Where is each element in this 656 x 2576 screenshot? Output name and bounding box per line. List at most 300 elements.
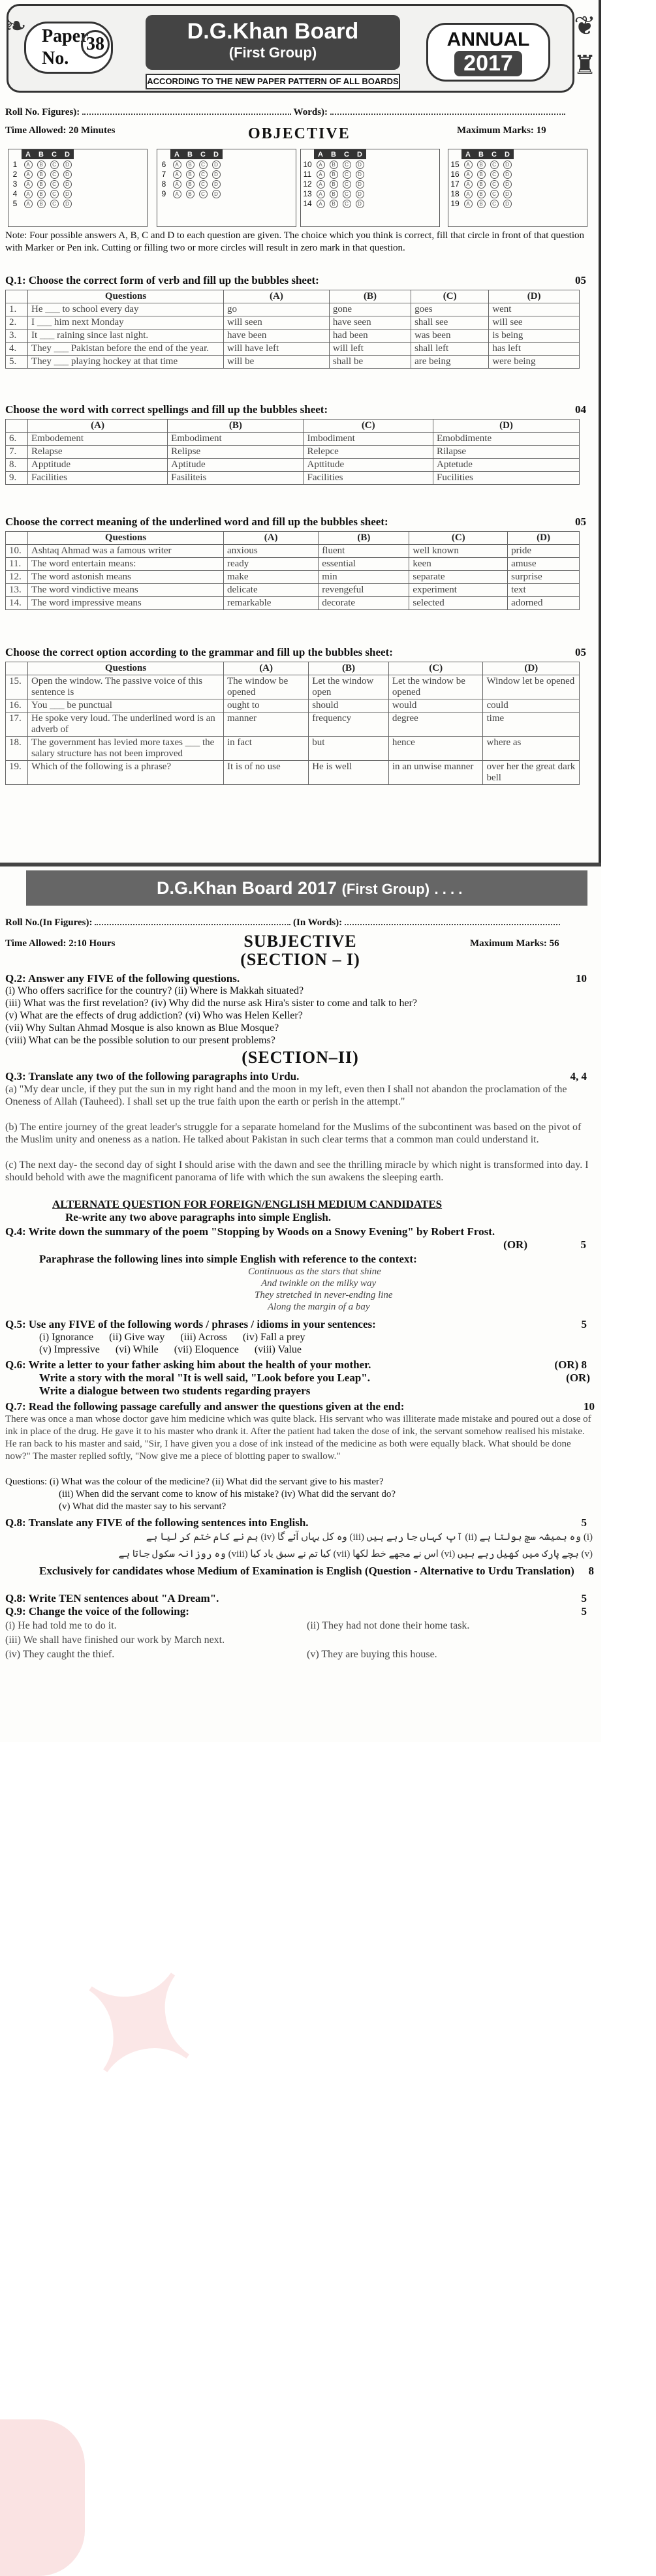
answer-bubble[interactable]: C bbox=[490, 200, 499, 208]
table-cell: had been bbox=[329, 330, 411, 343]
answer-bubble[interactable]: C bbox=[343, 170, 351, 179]
corner-ornament-icon: ❧ bbox=[5, 11, 27, 40]
table-row bbox=[6, 675, 580, 699]
subjective-title: SUBJECTIVE bbox=[243, 932, 357, 951]
bubble-question-number: 5 bbox=[12, 198, 18, 208]
answer-bubble[interactable]: C bbox=[490, 190, 499, 198]
column-header: (C) bbox=[409, 532, 508, 545]
answer-bubble[interactable]: C bbox=[199, 190, 208, 198]
urdu-sentences-row2: (v) بچے پارک میں کھیل رہے ہیں (vi) اس نے مجھے خط لکھا (vii) کیا تم نے سبق یاد کیا (viii) وہ روزانہ سکول جاتا ہے bbox=[118, 1549, 593, 1559]
q7-questions-row3: (v) What did the master say to his servant? bbox=[59, 1501, 226, 1512]
bubble-question-number: 18 bbox=[450, 189, 460, 198]
bubble-question-number: 7 bbox=[161, 169, 166, 179]
answer-bubble[interactable]: A bbox=[464, 170, 473, 179]
table-cell: text bbox=[508, 584, 580, 597]
bubble-letter-header: D bbox=[61, 149, 74, 159]
answer-bubble[interactable]: C bbox=[343, 180, 351, 189]
table-cell: were being bbox=[489, 356, 580, 369]
answer-bubble[interactable]: C bbox=[50, 190, 59, 198]
table-row bbox=[6, 343, 580, 356]
answer-bubble[interactable]: B bbox=[477, 190, 486, 198]
bubble-letter-header: B bbox=[35, 149, 48, 159]
answer-bubble[interactable]: A bbox=[173, 161, 181, 169]
section-1-title: (SECTION – I) bbox=[240, 950, 360, 969]
answer-bubble[interactable]: B bbox=[186, 161, 195, 169]
answer-bubble[interactable]: D bbox=[356, 161, 364, 169]
bubble-question-number: 3 bbox=[12, 179, 18, 189]
q7-passage: There was once a man whose doctor gave him medicine which was quite black. His servant who was illiterate made mistake and poured out a dose of ink in place of the drug. He gave it to his master who drank it. After the patient had taken the dose of ink, the servant somehow realised his mistake. He ran back to his master and said, "Sir, I have given you a dose of ink instead of the medicine as both were equally black. What should be done now?" The master replied softly, "Now give me a piece of blotting paper to swallow." bbox=[5, 1414, 591, 1462]
bubble-question-number: 4 bbox=[12, 189, 18, 198]
table-cell: experiment bbox=[409, 584, 508, 597]
subjective-band bbox=[26, 870, 587, 906]
table-cell: selected bbox=[409, 597, 508, 610]
row-number: 1. bbox=[6, 303, 28, 316]
roll-words-blank[interactable] bbox=[330, 107, 565, 115]
table-cell: Fasiliteis bbox=[168, 472, 304, 485]
answer-bubble[interactable]: C bbox=[50, 200, 59, 208]
table-cell: would bbox=[388, 699, 483, 713]
answer-bubble[interactable]: C bbox=[199, 161, 208, 169]
answer-bubble[interactable]: D bbox=[356, 190, 364, 198]
row-number: 14. bbox=[6, 597, 28, 610]
bubble-question-number: 16 bbox=[450, 169, 460, 179]
answer-bubble[interactable]: B bbox=[330, 200, 338, 208]
band-dots: . . . . bbox=[434, 881, 463, 897]
column-header: (B) bbox=[319, 532, 409, 545]
answer-bubble[interactable]: A bbox=[317, 190, 325, 198]
table-cell: could bbox=[483, 699, 580, 713]
answer-bubble[interactable]: D bbox=[63, 161, 72, 169]
table-cell: gone bbox=[329, 303, 411, 316]
table-cell: He ___ to school every day bbox=[28, 303, 224, 316]
no-word: No. bbox=[42, 48, 69, 69]
subj-words-blank[interactable] bbox=[345, 917, 560, 925]
answer-bubble[interactable]: C bbox=[343, 161, 351, 169]
q9-text: Q.9: Change the voice of the following: bbox=[5, 1605, 189, 1618]
table-cell: have been bbox=[224, 330, 330, 343]
table-cell: Aptitude bbox=[168, 459, 304, 472]
instructions-note: Note: Four possible answers A, B, C and D to each question are given. The choice which you think is correct, fill that circle in front of that question with Marker or Pen ink. Cutting or filling two or more circles will result in zero mark in that question. bbox=[5, 230, 585, 253]
bubble-question-number: 15 bbox=[450, 159, 460, 169]
table-row bbox=[6, 303, 580, 316]
table-cell: in fact bbox=[224, 737, 309, 761]
table-cell: keen bbox=[409, 558, 508, 571]
table-cell: He is well bbox=[309, 761, 389, 785]
table-cell: anxious bbox=[224, 545, 319, 558]
row-number: 6. bbox=[6, 433, 28, 446]
row-number: 13. bbox=[6, 584, 28, 597]
table-cell: essential bbox=[319, 558, 409, 571]
table-cell: surprise bbox=[508, 571, 580, 584]
q3-marks: 05 bbox=[575, 515, 586, 528]
q1-heading-text: Q.1: Choose the correct form of verb and fill up the bubbles sheet: bbox=[5, 274, 319, 286]
roll-figures-label: Roll No. Figures): bbox=[5, 107, 80, 117]
bubble-letter-header: A bbox=[314, 149, 327, 159]
table-row bbox=[6, 356, 580, 369]
table-row bbox=[6, 433, 580, 446]
bubble-question-number: 8 bbox=[161, 179, 166, 189]
table-cell: I ___ him next Monday bbox=[28, 316, 224, 330]
answer-bubble[interactable]: D bbox=[212, 180, 221, 189]
column-header: (A) bbox=[224, 290, 330, 303]
table-cell: Let the window open bbox=[309, 675, 389, 699]
answer-bubble[interactable]: A bbox=[464, 200, 473, 208]
column-header: (A) bbox=[28, 420, 168, 433]
bubble-question-number: 12 bbox=[303, 179, 312, 189]
column-header: (C) bbox=[411, 290, 489, 303]
table-cell: fluent bbox=[319, 545, 409, 558]
answer-bubble[interactable]: B bbox=[477, 161, 486, 169]
answer-bubble[interactable]: C bbox=[50, 161, 59, 169]
table-cell: They ___ Pakistan before the end of the year. bbox=[28, 343, 224, 356]
table-cell: shall be bbox=[329, 356, 411, 369]
q3-table bbox=[5, 531, 580, 610]
answer-bubble[interactable]: D bbox=[503, 200, 512, 208]
bubble-letter-header: B bbox=[475, 149, 488, 159]
answer-bubble[interactable]: D bbox=[503, 161, 512, 169]
answer-bubble[interactable]: A bbox=[173, 190, 181, 198]
table-cell: Relepce bbox=[304, 446, 433, 459]
bubble-letter-header: C bbox=[48, 149, 61, 159]
q8-text: Q.8: Translate any FIVE of the following sentences into English. bbox=[5, 1516, 309, 1529]
q4-text: Q.4: Write down the summary of the poem "Stopping by Woods on a Snowy Evening" by Robert Frost. bbox=[5, 1225, 495, 1238]
table-cell: ought to bbox=[224, 699, 309, 713]
q6-dialogue: Write a dialogue between two students regarding prayers bbox=[39, 1385, 311, 1397]
q2-text: Q.2: Answer any FIVE of the following questions. bbox=[5, 972, 240, 985]
table-row bbox=[6, 558, 580, 571]
answer-bubble[interactable]: C bbox=[50, 180, 59, 189]
answer-bubble[interactable]: B bbox=[477, 170, 486, 179]
answer-bubble[interactable]: D bbox=[212, 170, 221, 179]
poem-line: Along the margin of a bay bbox=[268, 1302, 370, 1312]
urdu-sentences-row1: (i) وہ ہمیشہ سچ بولتا ہے (ii) آپ کہاں جا رہے ہیں (iii) وہ کل یہاں آئے گا (iv) ہم نے کام ختم کر لیا ہے bbox=[146, 1532, 593, 1542]
answer-bubble[interactable]: A bbox=[24, 161, 33, 169]
answer-bubble[interactable]: C bbox=[490, 161, 499, 169]
answer-bubble[interactable]: D bbox=[503, 180, 512, 189]
q2-subjective bbox=[5, 972, 596, 985]
table-cell: make bbox=[224, 571, 319, 584]
answer-bubble[interactable]: A bbox=[317, 180, 325, 189]
table-cell: Open the window. The passive voice of this sentence is bbox=[28, 675, 224, 699]
bubble-letter-header: A bbox=[170, 149, 183, 159]
bubble-letter-header: A bbox=[461, 149, 475, 159]
paragraph-a: (a) "My dear uncle, if they put the sun in my right hand and the moon in my left, even then I shall not abandon the proclamation of the Oneness of Allah (Tauheed). I shall set up the true faith upon the earth or perish in the attempt." bbox=[5, 1084, 567, 1107]
section-2-title: (SECTION–II) bbox=[242, 1048, 359, 1067]
table-cell: but bbox=[309, 737, 389, 761]
column-header: (A) bbox=[224, 662, 309, 675]
answer-bubble[interactable]: B bbox=[37, 190, 46, 198]
answer-bubble[interactable]: B bbox=[37, 200, 46, 208]
q2-marks-sub: 10 bbox=[576, 972, 587, 985]
answer-bubble[interactable]: D bbox=[356, 170, 364, 179]
table-cell: You ___ be punctual bbox=[28, 699, 224, 713]
column-header: (D) bbox=[489, 290, 580, 303]
alternate-question-heading: ALTERNATE QUESTION FOR FOREIGN/ENGLISH MEDIUM CANDIDATES bbox=[52, 1198, 443, 1210]
answer-bubble[interactable]: B bbox=[477, 180, 486, 189]
table-cell: Emobdimente bbox=[433, 433, 579, 446]
table-row bbox=[6, 446, 580, 459]
paper-word: Paper bbox=[42, 26, 89, 46]
table-cell: Window let be opened bbox=[483, 675, 580, 699]
paper-header bbox=[7, 4, 574, 93]
annual-badge bbox=[426, 23, 550, 82]
table-row bbox=[6, 545, 580, 558]
answer-bubble[interactable]: D bbox=[212, 161, 221, 169]
table-row bbox=[6, 713, 580, 737]
q3-subjective bbox=[5, 1070, 596, 1082]
bubble-group bbox=[8, 149, 148, 227]
answer-bubble[interactable]: A bbox=[24, 170, 33, 179]
bubble-question-number: 2 bbox=[12, 169, 18, 179]
answer-bubble[interactable]: B bbox=[186, 190, 195, 198]
answer-bubble[interactable]: A bbox=[173, 180, 181, 189]
table-cell: was been bbox=[411, 330, 489, 343]
q9-item: (iii) We shall have finished our work by March next. bbox=[5, 1634, 225, 1646]
answer-bubble[interactable]: D bbox=[63, 200, 72, 208]
q5-subjective bbox=[5, 1318, 596, 1330]
answer-bubble[interactable]: C bbox=[199, 170, 208, 179]
table-cell: Embodiment bbox=[168, 433, 304, 446]
column-header: (C) bbox=[304, 420, 433, 433]
table-cell: will left bbox=[329, 343, 411, 356]
table-cell: The government has levied more taxes ___ the salary structure has not been improved bbox=[28, 737, 224, 761]
roll-number-line bbox=[5, 107, 565, 118]
bubble-letter-header: D bbox=[501, 149, 514, 159]
band-title: D.G.Khan Board 2017 bbox=[157, 878, 337, 898]
table-cell: time bbox=[483, 713, 580, 737]
q3-heading-text: Choose the correct meaning of the underlined word and fill up the bubbles sheet: bbox=[5, 515, 388, 528]
q8b-marks: 5 bbox=[581, 1592, 587, 1604]
answer-bubble[interactable]: D bbox=[63, 190, 72, 198]
q9-subjective bbox=[5, 1605, 596, 1618]
q4-or: (OR) bbox=[503, 1238, 527, 1251]
bubble-question-number: 1 bbox=[12, 159, 18, 169]
bubble-group bbox=[300, 149, 440, 227]
table-cell: go bbox=[224, 303, 330, 316]
q2-item: (v) What are the effects of drug addiction? (vi) Who was Helen Keller? bbox=[5, 1010, 303, 1021]
q4-subjective bbox=[5, 1225, 586, 1251]
column-header: (B) bbox=[309, 662, 389, 675]
answer-bubble[interactable]: B bbox=[37, 170, 46, 179]
answer-bubble[interactable]: B bbox=[186, 180, 195, 189]
answer-bubble[interactable]: A bbox=[173, 170, 181, 179]
table-cell: The window be opened bbox=[224, 675, 309, 699]
answer-bubble[interactable]: A bbox=[464, 190, 473, 198]
answer-bubble[interactable]: A bbox=[464, 180, 473, 189]
table-cell: Rilapse bbox=[433, 446, 579, 459]
answer-bubble[interactable]: C bbox=[343, 190, 351, 198]
table-cell: well known bbox=[409, 545, 508, 558]
q8-english-text: Exclusively for candidates whose Medium of Examination is English (Question - Alternative to Urdu Translation) bbox=[39, 1565, 574, 1577]
answer-bubble[interactable]: A bbox=[317, 200, 325, 208]
answer-bubble[interactable]: D bbox=[212, 190, 221, 198]
q5-text: Q.5: Use any FIVE of the following words / phrases / idioms in your sentences: bbox=[5, 1318, 376, 1330]
answer-bubble[interactable]: C bbox=[343, 200, 351, 208]
table-cell: hence bbox=[388, 737, 483, 761]
q7-questions-row1: Questions: (i) What was the colour of the medicine? (ii) What did the servant give to his master? bbox=[5, 1477, 384, 1487]
bubble-letter-header: C bbox=[196, 149, 210, 159]
q2-item: (i) Who offers sacrifice for the country? (ii) Where is Makkah situated? bbox=[5, 985, 304, 996]
answer-bubble[interactable]: D bbox=[356, 200, 364, 208]
roll-words-label: Words): bbox=[293, 107, 328, 117]
column-header: Questions bbox=[28, 662, 224, 675]
q7-questions-row2: (iii) When did the servant come to know of his mistake? (iv) What did the servant do? bbox=[59, 1489, 396, 1499]
red-stamp-mark bbox=[0, 2419, 85, 2576]
answer-bubble[interactable]: A bbox=[24, 200, 33, 208]
row-number: 11. bbox=[6, 558, 28, 571]
table-cell: delicate bbox=[224, 584, 319, 597]
q4-marks: 05 bbox=[575, 646, 586, 658]
row-number: 4. bbox=[6, 343, 28, 356]
subj-roll-line bbox=[5, 917, 560, 928]
answer-bubble[interactable]: B bbox=[330, 170, 338, 179]
paper-number-badge bbox=[24, 22, 113, 74]
q8-marks-sub: 5 bbox=[581, 1516, 587, 1529]
q1-marks: 05 bbox=[575, 274, 586, 286]
table-cell: adorned bbox=[508, 597, 580, 610]
q4-paraphrase: Paraphrase the following lines into simple English with reference to the context: bbox=[39, 1253, 417, 1265]
year-label: 2017 bbox=[454, 51, 522, 76]
objective-sheet bbox=[0, 0, 601, 863]
answer-bubble[interactable]: B bbox=[330, 180, 338, 189]
paragraph-c: (c) The next day- the second day of sight I should arise with the dawn and see the thrilling miracle by which night is transformed into day. I should behold with awe the magnificent panorama of life with which the sun awakens the sleeping earth. bbox=[5, 1159, 589, 1183]
row-number: 3. bbox=[6, 330, 28, 343]
q8b-text: Q.8: Write TEN sentences about "A Dream". bbox=[5, 1592, 219, 1604]
bubble-question-number: 19 bbox=[450, 198, 460, 208]
q2-table bbox=[5, 419, 580, 485]
q2-heading bbox=[5, 403, 593, 416]
q4-heading-text: Choose the correct option according to the grammar and fill up the bubbles sheet: bbox=[5, 646, 393, 658]
q1-table bbox=[5, 290, 580, 369]
q6-subjective bbox=[5, 1358, 596, 1371]
answer-bubble[interactable]: B bbox=[186, 170, 195, 179]
q5-marks-sub: 5 bbox=[581, 1318, 587, 1330]
table-row bbox=[6, 761, 580, 785]
subjective-sheet bbox=[0, 866, 601, 2128]
table-row bbox=[6, 316, 580, 330]
answer-bubble[interactable]: B bbox=[330, 161, 338, 169]
q9-item: (iv) They caught the thief. bbox=[5, 1649, 115, 1660]
answer-bubble[interactable]: C bbox=[50, 170, 59, 179]
table-row bbox=[6, 472, 580, 485]
table-cell: goes bbox=[411, 303, 489, 316]
table-cell: shall left bbox=[411, 343, 489, 356]
row-number: 19. bbox=[6, 761, 28, 785]
q9-item: (i) He had told me to do it. bbox=[5, 1620, 117, 1631]
table-cell: The word impressive means bbox=[28, 597, 224, 610]
q2-item: (vii) Why Sultan Ahmad Mosque is also known as Blue Mosque? bbox=[5, 1022, 279, 1034]
row-number: 15. bbox=[6, 675, 28, 699]
bubble-question-number: 11 bbox=[303, 169, 312, 179]
row-number: 5. bbox=[6, 356, 28, 369]
row-number: 17. bbox=[6, 713, 28, 737]
bubble-question-number: 9 bbox=[161, 189, 166, 198]
table-cell: amuse bbox=[508, 558, 580, 571]
answer-bubble[interactable]: D bbox=[503, 190, 512, 198]
q5-words-row2: (v) Impressive (vi) While (vii) Eloquence (viii) Value bbox=[39, 1344, 302, 1355]
table-cell: Facilities bbox=[28, 472, 168, 485]
side-ornament-icon: ♜ bbox=[573, 50, 597, 80]
table-cell: Embodement bbox=[28, 433, 168, 446]
answer-bubble[interactable]: D bbox=[63, 180, 72, 189]
subj-max-marks: Maximum Marks: 56 bbox=[470, 938, 559, 949]
subj-roll-blank[interactable] bbox=[95, 917, 290, 925]
answer-bubble[interactable]: C bbox=[490, 180, 499, 189]
answer-bubble[interactable]: D bbox=[356, 180, 364, 189]
answer-bubble[interactable]: A bbox=[24, 190, 33, 198]
bubble-letter-header: A bbox=[22, 149, 35, 159]
answer-bubble[interactable]: C bbox=[490, 170, 499, 179]
table-cell: pride bbox=[508, 545, 580, 558]
answer-bubble[interactable]: B bbox=[330, 190, 338, 198]
table-cell: should bbox=[309, 699, 389, 713]
roll-figures-blank[interactable] bbox=[82, 107, 291, 115]
answer-bubble[interactable]: B bbox=[37, 161, 46, 169]
row-number: 18. bbox=[6, 737, 28, 761]
q7-text: Q.7: Read the following passage carefully and answer the questions given at the end: bbox=[5, 1400, 405, 1413]
q8b-subjective bbox=[5, 1592, 596, 1604]
answer-bubble[interactable]: B bbox=[37, 180, 46, 189]
answer-bubble[interactable]: A bbox=[317, 161, 325, 169]
table-cell: He spoke very loud. The underlined word is an adverb of bbox=[28, 713, 224, 737]
table-cell: Imbodiment bbox=[304, 433, 433, 446]
objective-title: OBJECTIVE bbox=[248, 125, 351, 142]
table-cell: Facilities bbox=[304, 472, 433, 485]
table-cell: frequency bbox=[309, 713, 389, 737]
row-number: 12. bbox=[6, 571, 28, 584]
bubble-question-number: 10 bbox=[303, 159, 312, 169]
column-header: (C) bbox=[388, 662, 483, 675]
row-number: 16. bbox=[6, 699, 28, 713]
table-cell: Apttitude bbox=[304, 459, 433, 472]
subj-roll-label: Roll No.(In Figures): bbox=[5, 917, 93, 928]
table-row bbox=[6, 584, 580, 597]
answer-bubble[interactable]: D bbox=[63, 170, 72, 179]
table-cell: It is of no use bbox=[224, 761, 309, 785]
board-title-box bbox=[146, 15, 400, 70]
q9-marks-sub: 5 bbox=[581, 1605, 587, 1618]
q4-table bbox=[5, 662, 580, 785]
answer-bubble[interactable]: A bbox=[24, 180, 33, 189]
answer-bubble[interactable]: A bbox=[317, 170, 325, 179]
q2-item: (viii) What can be the possible solution to our present problems? bbox=[5, 1035, 275, 1046]
answer-bubble[interactable]: D bbox=[503, 170, 512, 179]
table-cell: Relipse bbox=[168, 446, 304, 459]
q6-or: (OR) bbox=[566, 1372, 590, 1384]
table-cell: Let the window be opened bbox=[388, 675, 483, 699]
answer-bubble[interactable]: B bbox=[477, 200, 486, 208]
pattern-subtitle: ACCORDING TO THE NEW PAPER PATTERN OF ALL BOARDS bbox=[146, 74, 400, 89]
answer-bubble[interactable]: A bbox=[464, 161, 473, 169]
time-allowed: Time Allowed: 20 Minutes bbox=[5, 125, 116, 136]
answer-bubble[interactable]: C bbox=[199, 180, 208, 189]
q6-text: Q.6: Write a letter to your father asking him about the health of your mother. bbox=[5, 1358, 371, 1371]
row-number: 2. bbox=[6, 316, 28, 330]
bubble-letter-header: D bbox=[353, 149, 366, 159]
q3-heading bbox=[5, 515, 593, 529]
table-cell: It ___ raining since last night. bbox=[28, 330, 224, 343]
table-cell: where as bbox=[483, 737, 580, 761]
row-number: 8. bbox=[6, 459, 28, 472]
table-row bbox=[6, 330, 580, 343]
table-row bbox=[6, 737, 580, 761]
paper-number: 38 bbox=[81, 30, 110, 59]
table-cell: will see bbox=[489, 316, 580, 330]
column-header: Questions bbox=[28, 290, 224, 303]
table-cell: Apptitude bbox=[28, 459, 168, 472]
row-number: 10. bbox=[6, 545, 28, 558]
table-cell: in an unwise manner bbox=[388, 761, 483, 785]
